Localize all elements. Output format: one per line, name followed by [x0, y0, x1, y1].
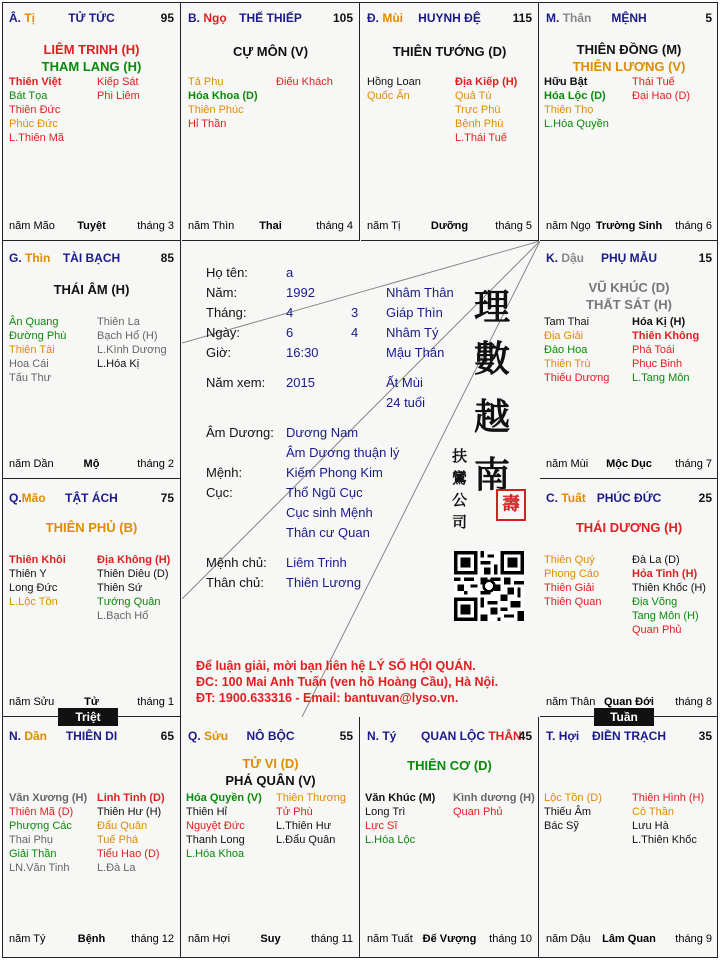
palace-ty	[361, 717, 539, 957]
star: L.Hóa Khoa	[186, 848, 245, 860]
star: Hóa Quyền (V)	[186, 792, 262, 804]
star: L.Thiên Mã	[9, 132, 65, 144]
main-star: THÁI DƯƠNG (H)	[575, 520, 683, 535]
palace-month: tháng 1	[137, 696, 174, 708]
palace-name: TẬT ÁCH	[65, 491, 118, 505]
palace-name: ĐIỀN TRẠCH	[592, 729, 666, 743]
contact-line-1: Để luận giải, mời bạn liên hệ LÝ SỐ HỘI QUÁN.	[196, 659, 476, 673]
amduong-label: Âm Dương:	[206, 425, 274, 440]
star: Phong Cáo	[544, 568, 600, 580]
star: Thiên Y	[9, 568, 47, 580]
menh-value: Kiếm Phong Kim	[286, 465, 383, 480]
star: Thiên Giải	[544, 582, 595, 594]
contact-address: ĐC: 100 Mai Anh Tuấn (ven hồ Hoàng Cầu), Hà Nội.	[196, 675, 499, 689]
star: Thiên Trù	[544, 358, 591, 370]
star: Quả Tú	[455, 90, 492, 102]
palace-number: 25	[698, 491, 712, 505]
day-label: Ngày:	[206, 325, 240, 340]
calligraphy-side-char: 扶	[452, 447, 468, 465]
center-info-panel	[182, 241, 540, 717]
tuan-marker: Tuần	[594, 708, 654, 726]
star: Thiên Diêu (D)	[97, 568, 169, 580]
star: Quan Phủ	[453, 806, 503, 818]
view-year-label: Năm xem:	[206, 375, 266, 390]
palace-branch: Đ. Mùi	[367, 11, 404, 25]
palace-branch: K. Dậu	[546, 251, 585, 265]
main-star: THIÊN LƯƠNG (V)	[572, 59, 686, 74]
hour-canchi: Mậu Thân	[386, 345, 445, 360]
palace-year: năm Mùi	[546, 458, 589, 470]
cuc-value: Thổ Ngũ Cục	[286, 485, 363, 500]
calligraphy-char: 理	[474, 286, 511, 328]
view-year-canchi: Ất Mùi	[386, 375, 423, 390]
palace-branch: N. Tý	[367, 729, 397, 743]
palace-year: năm Tị	[367, 220, 401, 232]
star: Thiếu Âm	[544, 806, 592, 818]
star: Thái Tuế	[632, 76, 675, 88]
star: Long Trì	[365, 806, 406, 818]
star: Điếu Khách	[276, 76, 333, 88]
star: Thai Phụ	[9, 834, 54, 846]
palace-month: tháng 2	[137, 458, 174, 470]
calligraphy-char: 數	[474, 338, 511, 380]
calligraphy-char: 越	[474, 396, 511, 438]
palace-stage: Dưỡng	[430, 220, 469, 232]
star: Tấu Thư	[9, 372, 52, 384]
star: Phúc Đức	[9, 118, 58, 130]
main-star: LIÊM TRINH (H)	[43, 42, 140, 57]
palace-name: MỆNH	[611, 11, 647, 25]
star: Địa Không (H)	[97, 554, 171, 566]
star: L.Thiên Hư	[276, 820, 332, 832]
star: Hồng Loan	[367, 76, 421, 88]
star: Phi Liêm	[97, 90, 140, 102]
palace-month: tháng 11	[310, 933, 353, 945]
palace-year: năm Thìn	[188, 220, 235, 232]
star: Linh Tinh (D)	[97, 792, 165, 804]
star: Hóa Kị (H)	[632, 316, 686, 328]
palace-stage: Bệnh	[77, 933, 106, 945]
star: Phá Toái	[632, 344, 675, 356]
star: Đường Phù	[9, 330, 67, 342]
than-chu-value: Thiên Lương	[286, 575, 362, 590]
palace-year: năm Mão	[9, 220, 55, 232]
palace-name: HUYNH ĐỆ	[418, 11, 481, 25]
star: L.Kình Dương	[97, 344, 167, 356]
star: Thiên Đức	[9, 104, 61, 116]
palace-number: 5	[705, 11, 712, 25]
main-star: VŨ KHÚC (D)	[588, 280, 670, 295]
star: Thiên Sứ	[97, 582, 143, 594]
palace-stage: Tuyệt	[77, 220, 106, 232]
star: Ân Quang	[9, 316, 59, 328]
palace-suu	[182, 717, 360, 957]
menh-chu-value: Liêm Trinh	[286, 555, 347, 570]
star: LN.Văn Tinh	[9, 862, 70, 874]
star: Thiên Thọ	[544, 104, 594, 116]
palace-year: năm Ngọ	[546, 220, 591, 232]
palace-tuat	[540, 479, 718, 717]
star: Đại Hao (D)	[632, 90, 691, 102]
main-star: THIÊN PHỦ (B)	[45, 520, 138, 535]
palace-ngo	[182, 3, 360, 241]
star: Đào Hoa	[544, 344, 588, 356]
star: Trực Phù	[455, 104, 501, 116]
star: Cô Thần	[632, 806, 674, 818]
star: Bác Sỹ	[544, 820, 579, 832]
star: L.Thái Tuế	[455, 132, 507, 144]
star: Tam Thai	[544, 316, 590, 328]
hour-value: 16:30	[286, 345, 319, 360]
star: Thiên Quý	[544, 554, 595, 566]
star: L.Thiên Khốc	[632, 834, 697, 846]
than-chu-label: Thân chủ:	[206, 575, 264, 590]
star: Thiên Hỉ	[186, 806, 227, 818]
main-star: THÁI ÂM (H)	[53, 282, 130, 297]
menh-label: Mệnh:	[206, 465, 243, 480]
star: Bệnh Phù	[455, 118, 504, 130]
star: Đà La (D)	[632, 554, 680, 566]
star: Đẩu Quân	[97, 820, 148, 832]
star: Thiên Không	[632, 330, 700, 342]
palace-branch: Â. Tị	[9, 11, 36, 25]
star: Tướng Quân	[97, 596, 161, 608]
main-star: CỰ MÔN (V)	[232, 44, 309, 59]
palace-number: 115	[512, 11, 532, 25]
star: Kình dương (H)	[453, 792, 535, 804]
star: Quan Phủ	[632, 624, 682, 636]
palace-number: 35	[698, 729, 712, 743]
name-value: a	[286, 265, 294, 280]
calligraphy-side-char: 公	[452, 491, 468, 509]
palace-thin	[3, 241, 181, 479]
star: Hỉ Thần	[188, 118, 227, 130]
hour-label: Giờ:	[206, 345, 232, 360]
star: Bát Tọa	[9, 90, 48, 102]
calligraphy-side-char: 鸞	[452, 469, 468, 487]
calligraphy-side-char: 司	[452, 513, 468, 531]
star: Thiên Thương	[276, 792, 347, 804]
palace-month: tháng 10	[489, 933, 532, 945]
palace-year: năm Dậu	[546, 933, 591, 945]
star: Phượng Các	[9, 820, 72, 832]
palace-month: tháng 4	[316, 220, 353, 232]
star: L.Lộc Tồn	[9, 596, 58, 608]
palace-number: 15	[698, 251, 712, 265]
palace-number: 85	[160, 251, 174, 265]
palace-mao	[3, 479, 181, 717]
palace-branch: G. Thìn	[9, 251, 51, 265]
palace-stage: Suy	[260, 933, 281, 945]
contact-phone-email[interactable]: ĐT: 1900.633316 - Email: bantuvan@lyso.vn.	[196, 691, 459, 705]
star: Địa Kiếp (H)	[455, 76, 518, 88]
name-label: Họ tên:	[206, 265, 248, 280]
star: Thiên Khôi	[9, 554, 66, 566]
palace-name: TỬ TỨC	[68, 11, 115, 25]
palace-month: tháng 9	[675, 933, 712, 945]
palace-month: tháng 8	[675, 696, 712, 708]
star: Long Đức	[9, 582, 58, 594]
palace-mui	[361, 3, 539, 241]
star: Thiên Quan	[544, 596, 602, 608]
star: Quốc Ấn	[367, 90, 410, 102]
palace-number: 65	[160, 729, 174, 743]
cuc-note-1: Cục sinh Mệnh	[286, 505, 373, 520]
star: Địa Võng	[632, 596, 678, 608]
palace-number: 105	[332, 11, 353, 25]
star: Hoa Cái	[9, 358, 49, 370]
palace-month: tháng 12	[131, 933, 174, 945]
star: Nguyệt Đức	[186, 820, 245, 832]
amduong-value: Dương Nam	[286, 425, 359, 440]
palace-branch: M. Thân	[546, 11, 592, 25]
palace-year: năm Tuất	[367, 933, 413, 945]
palace-month: tháng 5	[495, 220, 532, 232]
star: Lộc Tồn (D)	[544, 792, 602, 804]
star: Kiếp Sát	[97, 76, 139, 88]
star: Văn Khúc (M)	[365, 792, 436, 804]
palace-than	[540, 3, 718, 241]
palace-year: năm Hợi	[188, 933, 231, 945]
age-value: 24 tuổi	[386, 395, 426, 410]
palace-dau	[540, 241, 718, 479]
main-star: THIÊN CƠ (D)	[407, 758, 492, 773]
year-canchi: Nhâm Thân	[386, 285, 454, 300]
palace-name: QUAN LỘC THÂN	[421, 729, 522, 743]
month-canchi: Giáp Thìn	[386, 305, 443, 320]
palace-name: NÔ BỘC	[246, 729, 295, 743]
palace-year: năm Sửu	[9, 696, 55, 708]
palace-number: 55	[339, 729, 353, 743]
main-star: PHÁ QUÂN (V)	[225, 773, 316, 788]
star: Thiên Tài	[9, 344, 55, 356]
amduong-note: Âm Dương thuận lý	[286, 445, 400, 460]
palace-stage: Thai	[259, 220, 282, 232]
star: Thanh Long	[186, 834, 245, 846]
star: Thiên Việt	[9, 76, 62, 88]
triet-marker: Triệt	[58, 708, 118, 726]
month-value: 4	[286, 305, 294, 320]
star: Giải Thần	[9, 848, 57, 860]
palace-year: năm Tý	[9, 933, 46, 945]
star: Tuế Phá	[97, 834, 139, 846]
star: Lực Sĩ	[365, 820, 398, 832]
palace-stage: Mộc Dục	[606, 458, 652, 470]
palace-number: 75	[160, 491, 174, 505]
year-value: 1992	[286, 285, 315, 300]
star: Thiếu Dương	[544, 372, 610, 384]
palace-ti	[3, 3, 181, 241]
qr-code	[454, 551, 524, 621]
palace-year: năm Dần	[9, 458, 54, 470]
palace-number: 45	[518, 729, 532, 743]
day-canchi: Nhâm Tý	[386, 325, 439, 340]
palace-branch: Q.Mão	[9, 491, 46, 505]
main-star: THẤT SÁT (H)	[586, 297, 672, 312]
year-label: Năm:	[206, 285, 238, 300]
star: Tử Phù	[276, 806, 313, 818]
star: Hỏa Tinh (H)	[632, 568, 698, 580]
star: Thiên Hình (H)	[632, 792, 705, 804]
star: L.Đà La	[97, 862, 136, 874]
palace-branch: T. Hợi	[546, 729, 580, 743]
star: Thiên Hư (H)	[97, 806, 162, 818]
palace-dan	[3, 717, 181, 957]
palace-name: TÀI BẠCH	[62, 251, 121, 265]
star: Thiên Phúc	[188, 104, 244, 116]
cuc-note-2: Thân cư Quan	[286, 525, 370, 540]
star: Thiên Khốc (H)	[632, 582, 706, 594]
palace-branch: C. Tuất	[546, 491, 586, 505]
star: Lưu Hà	[632, 820, 669, 832]
palace-stage: Tử	[84, 696, 99, 708]
cuc-label: Cục:	[206, 485, 233, 500]
star: Tang Môn (H)	[632, 610, 699, 622]
palace-branch: Q. Sửu	[188, 729, 229, 743]
star: Hữu Bật	[544, 76, 588, 88]
month-lunar: 3	[351, 305, 359, 320]
star: Thiên La	[97, 316, 140, 328]
palace-branch: B. Ngọ	[188, 11, 227, 25]
main-star: THAM LANG (H)	[41, 59, 142, 74]
palace-stage: Quan Đới	[604, 696, 654, 708]
palace-stage: Mộ	[83, 458, 100, 470]
star: L.Hóa Kị	[97, 358, 140, 370]
menh-chu-label: Mệnh chủ:	[206, 555, 267, 570]
palace-stage: Trường Sinh	[595, 220, 663, 232]
palace-year: năm Thân	[546, 696, 596, 708]
palace-name: THIÊN DI	[65, 729, 118, 743]
star: Văn Xương (H)	[9, 792, 88, 804]
palace-number: 95	[160, 11, 174, 25]
star: L.Tang Môn	[632, 372, 690, 384]
palace-month: tháng 6	[675, 220, 712, 232]
palace-stage: Đế Vượng	[422, 933, 477, 945]
star: Thiên Mã (D)	[9, 806, 74, 818]
star: Địa Giải	[544, 330, 584, 342]
palace-name: THẾ THIẾP	[239, 11, 302, 25]
palace-branch: N. Dần	[9, 729, 48, 743]
view-year-value: 2015	[286, 375, 315, 390]
main-star: THIÊN ĐỒNG (M)	[576, 42, 682, 57]
day-lunar: 4	[351, 325, 359, 340]
calligraphy-char: 南	[474, 454, 511, 496]
main-star: TỬ VI (D)	[242, 756, 299, 771]
day-value: 6	[286, 325, 294, 340]
month-label: Tháng:	[206, 305, 247, 320]
star: L.Bạch Hổ	[97, 610, 149, 622]
palace-name: PHÚC ĐỨC	[596, 491, 662, 505]
palace-stage: Lâm Quan	[602, 933, 656, 945]
chart-board	[2, 2, 718, 958]
star: L.Hóa Lộc	[365, 834, 416, 846]
palace-month: tháng 7	[675, 458, 712, 470]
star: Bạch Hổ (H)	[97, 330, 158, 342]
star: Hóa Lộc (D)	[544, 90, 606, 102]
star: Tiểu Hao (D)	[97, 848, 160, 860]
star: L.Đẩu Quân	[276, 834, 336, 846]
star: L.Hóa Quyền	[544, 118, 609, 130]
star: Hóa Khoa (D)	[188, 90, 258, 102]
palace-name: PHỤ MẪU	[601, 251, 657, 265]
star: Phục Binh	[632, 358, 683, 370]
palace-month: tháng 3	[137, 220, 174, 232]
main-star: THIÊN TƯỚNG (D)	[392, 44, 507, 59]
star: Tả Phụ	[188, 76, 224, 88]
palace-hoi	[540, 717, 718, 957]
red-seal: 壽	[496, 489, 526, 521]
